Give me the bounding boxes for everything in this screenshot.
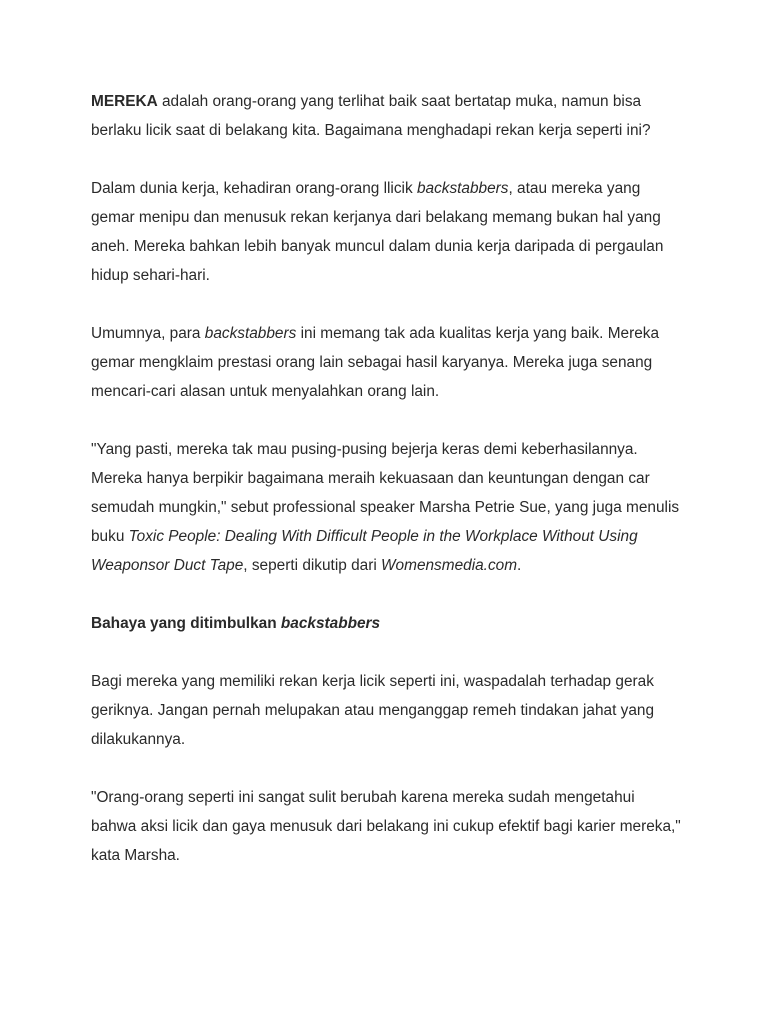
term-backstabbers: backstabbers	[204, 325, 297, 342]
work-world-text-b: , atau mereka yang gemar menipu dan menusuk rekan kerjanya dari belakang memang bukan hal yang aneh. Mereka bahkan lebih banyak muncul dalam dunia kerja daripada di pergaulan hidup sehari-hari.	[91, 180, 664, 284]
paragraph-beware	[91, 667, 681, 754]
book-title: Toxic People: Dealing With Difficult People in the Workplace Without Using Weaponsor Duct Tape	[91, 528, 638, 574]
quote-text-b: , seperti dikutip dari	[243, 557, 382, 574]
work-world-text-a: Dalam dunia kerja, kehadiran orang-orang llicik	[91, 180, 417, 197]
paragraph-intro	[91, 87, 681, 145]
paragraph-quote-marsha	[91, 435, 681, 580]
section-heading	[91, 609, 681, 638]
term-backstabbers: backstabbers	[416, 180, 509, 197]
lead-word: MEREKA	[91, 93, 158, 110]
heading-term: backstabbers	[280, 615, 381, 632]
quote-text-c: .	[517, 557, 522, 574]
paragraph-generally	[91, 319, 681, 406]
paragraph-work-world	[91, 174, 681, 290]
source-name: Womensmedia.com	[381, 557, 518, 574]
quote-text-a: "Yang pasti, mereka tak mau pusing-pusing bejerja keras demi keberhasilannya. Mereka hanya berpikir bagaimana meraih kekuasaan dan keuntungan dengan car semudah mungkin," sebut professional speaker Marsha Petrie Sue, yang juga menulis buku	[91, 441, 680, 545]
heading-text: Bahaya yang ditimbulkan	[91, 615, 281, 632]
generally-text-b: ini memang tak ada kualitas kerja yang baik. Mereka gemar mengklaim prestasi orang lain sebagai hasil karyanya. Mereka juga senang mencari-cari alasan untuk menyalahkan orang lain.	[91, 325, 660, 400]
hard-change-text: "Orang-orang seperti ini sangat sulit berubah karena mereka sudah mengetahui bahwa aksi licik dan gaya menusuk dari belakang ini cukup efektif bagi karier mereka," kata Marsha.	[91, 789, 681, 864]
paragraph-quote-hard-change	[91, 783, 681, 870]
intro-text: adalah orang-orang yang terlihat baik saat bertatap muka, namun bisa berlaku licik saat di belakang kita. Bagaimana menghadapi rekan kerja seperti ini?	[91, 93, 651, 139]
document-page	[91, 87, 681, 899]
generally-text-a: Umumnya, para	[91, 325, 205, 342]
beware-text: Bagi mereka yang memiliki rekan kerja licik seperti ini, waspadalah terhadap gerak geriknya. Jangan pernah melupakan atau menganggap remeh tindakan jahat yang dilakukannya.	[91, 673, 655, 748]
